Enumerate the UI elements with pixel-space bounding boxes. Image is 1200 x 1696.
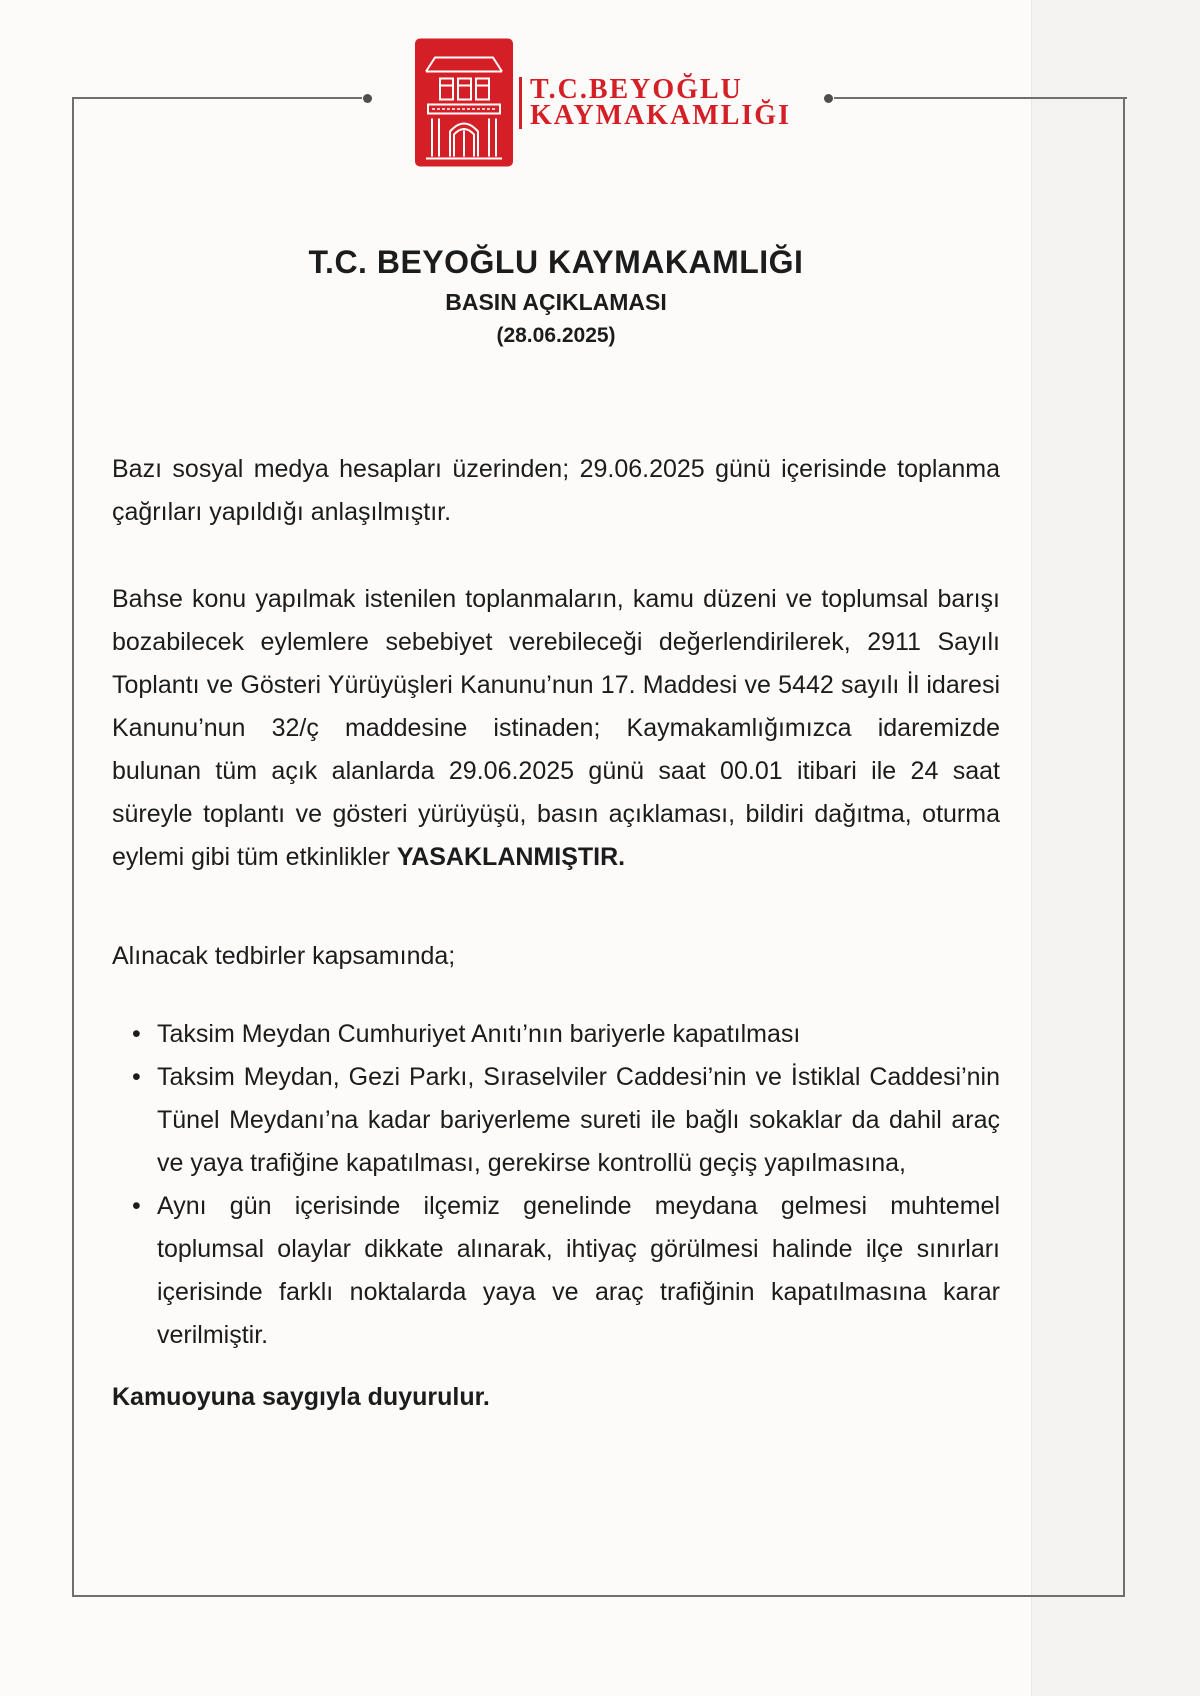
decision-text: Bahse konu yapılmak istenilen toplanmaların, kamu düzeni ve toplumsal barışı bozabilecek eylemlere sebebiyet verebileceği değerlendirilerek, 2911 Sayılı Toplantı ve Gösteri Yürüyüşleri Kanunu’nun 17. Maddesi ve 5442 sayılı İl idaresi Kanunu’nun 32/ç maddesine istinaden; Kaymakamlığımızca idaremizde bulunan tüm açık alanlarda 29.06.2025 günü saat 00.01 itibari ile 24 saat süreyle toplantı ve gösteri yürüyüşü, basın açıklaması, bildiri dağıtma, oturma eylemi gibi tüm etkinlikler: [112, 585, 1000, 871]
measures-list: [112, 1013, 1000, 1357]
list-item-text: Taksim Meydan Cumhuriyet Anıtı’nın bariyerle kapatılması: [157, 1020, 801, 1048]
page-title: T.C. BEYOĞLU KAYMAKAMLIĞI: [308, 244, 804, 280]
list-item: [112, 1013, 1000, 1056]
headline-block: [112, 244, 1000, 348]
logo-wordmark: [530, 73, 791, 131]
logo-wordmark-line2: KAYMAKAMLIĞI: [530, 99, 791, 131]
logo-wordmark-line1: T.C.BEYOĞLU: [530, 73, 743, 105]
district-logo: [415, 38, 791, 167]
page-date: (28.06.2025): [496, 324, 616, 347]
intro-paragraph: Bazı sosyal medya hesapları üzerinden; 29.06.2025 günü içerisinde toplanma çağrıları yapıldığı anlaşılmıştır.: [112, 455, 1000, 526]
list-item: [112, 1185, 1000, 1357]
closing-statement: Kamuoyuna saygıyla duyurulur.: [112, 1383, 490, 1411]
list-item-text: Taksim Meydan, Gezi Parkı, Sıraselviler Caddesi’nin ve İstiklal Caddesi’nin Tünel Meydanı’na kadar bariyerleme sureti ile bağlı sokaklar da dahil araç ve yaya trafiğine kapatılması, gerekirse kontrollü geçiş yapılmasına,: [157, 1063, 1000, 1177]
measures-heading: Alınacak tedbirler kapsamında;: [112, 942, 456, 970]
bullet-icon: •: [132, 1192, 141, 1220]
list-item: [112, 1056, 1000, 1185]
government-building-icon: [415, 38, 513, 167]
logo-separator: [519, 77, 522, 129]
decision-paragraph: [112, 578, 1000, 879]
press-release-body: [112, 448, 1000, 1419]
bullet-icon: •: [132, 1020, 141, 1048]
list-item-text: Aynı gün içerisinde ilçemiz genelinde meydana gelmesi muhtemel toplumsal olaylar dikkate alınarak, ihtiyaç görülmesi halinde ilçe sınırları içerisinde farklı noktalarda yaya ve araç trafiğinin kapatılmasına karar verilmiştir.: [157, 1192, 1000, 1349]
decision-emphasis: YASAKLANMIŞTIR.: [396, 843, 626, 871]
page-subtitle: BASIN AÇIKLAMASI: [445, 289, 667, 315]
bullet-icon: •: [132, 1063, 141, 1091]
